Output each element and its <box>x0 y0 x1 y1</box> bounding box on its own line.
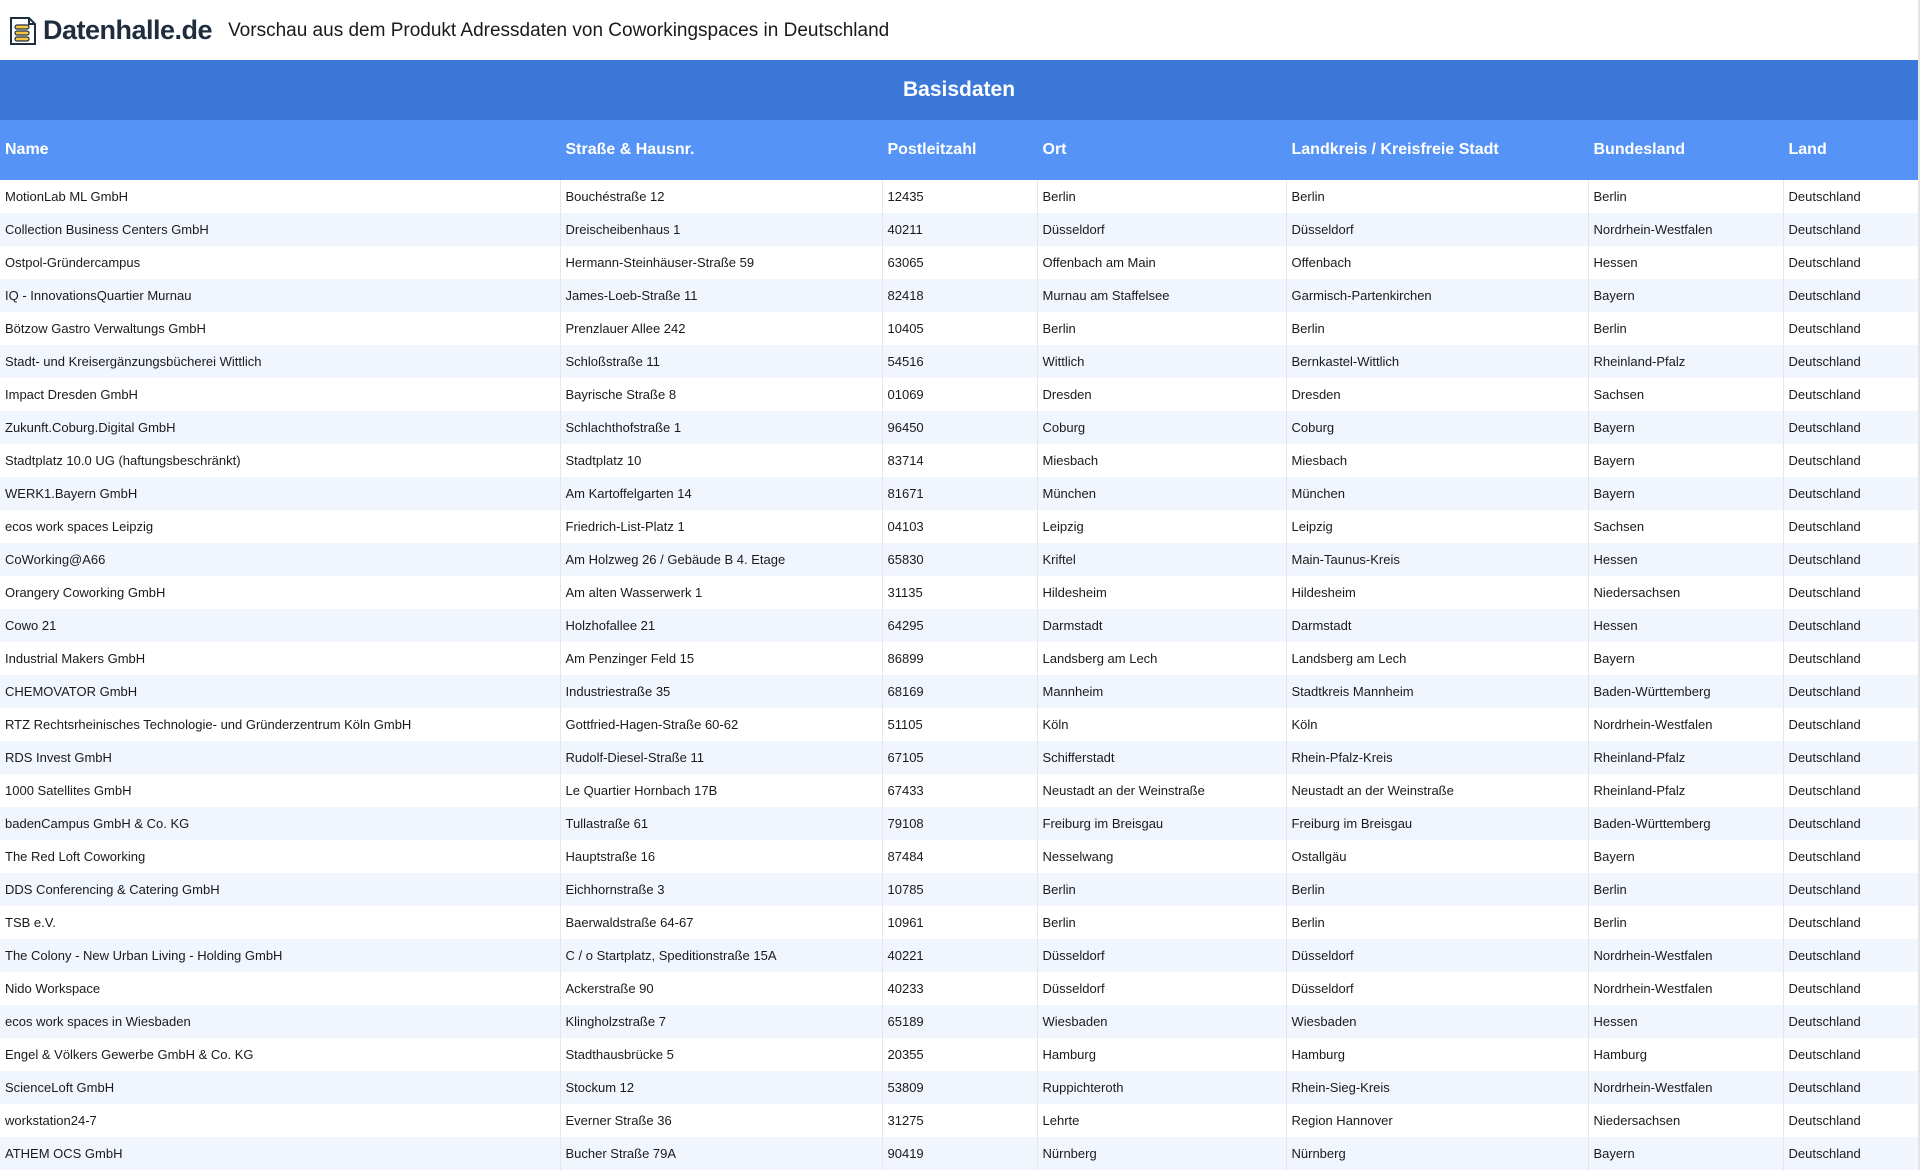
column-header-name[interactable]: Name <box>0 120 560 180</box>
cell-country: Deutschland <box>1783 510 1918 543</box>
top-bar <box>0 0 1920 60</box>
cell-postal-code: 63065 <box>882 246 1037 279</box>
table-row <box>0 279 1918 312</box>
cell-postal-code: 67105 <box>882 741 1037 774</box>
cell-district: Düsseldorf <box>1286 972 1588 1005</box>
column-header-street[interactable]: Straße & Hausnr. <box>560 120 882 180</box>
group-header-row <box>0 60 1918 120</box>
cell-city: München <box>1037 477 1286 510</box>
cell-district: Hildesheim <box>1286 576 1588 609</box>
cell-city: Wiesbaden <box>1037 1005 1286 1038</box>
cell-country: Deutschland <box>1783 807 1918 840</box>
cell-state: Niedersachsen <box>1588 576 1783 609</box>
cell-country: Deutschland <box>1783 873 1918 906</box>
table-row <box>0 741 1918 774</box>
cell-street: Holzhofallee 21 <box>560 609 882 642</box>
cell-name: WERK1.Bayern GmbH <box>0 477 560 510</box>
cell-city: Nesselwang <box>1037 840 1286 873</box>
cell-name: CoWorking@A66 <box>0 543 560 576</box>
cell-street: Baerwaldstraße 64-67 <box>560 906 882 939</box>
cell-city: Coburg <box>1037 411 1286 444</box>
cell-name: Nido Workspace <box>0 972 560 1005</box>
cell-postal-code: 04103 <box>882 510 1037 543</box>
cell-postal-code: 65830 <box>882 543 1037 576</box>
table-row <box>0 444 1918 477</box>
cell-district: Berlin <box>1286 180 1588 213</box>
cell-district: Darmstadt <box>1286 609 1588 642</box>
cell-name: IQ - InnovationsQuartier Murnau <box>0 279 560 312</box>
page-title: Vorschau aus dem Produkt Adressdaten von Coworkingspaces in Deutschland <box>228 20 890 41</box>
cell-district: Köln <box>1286 708 1588 741</box>
cell-postal-code: 64295 <box>882 609 1037 642</box>
cell-street: Dreischeibenhaus 1 <box>560 213 882 246</box>
cell-postal-code: 79108 <box>882 807 1037 840</box>
cell-state: Hessen <box>1588 609 1783 642</box>
cell-city: Offenbach am Main <box>1037 246 1286 279</box>
cell-state: Nordrhein-Westfalen <box>1588 972 1783 1005</box>
cell-street: Stadtplatz 10 <box>560 444 882 477</box>
cell-city: Dresden <box>1037 378 1286 411</box>
cell-street: Bayrische Straße 8 <box>560 378 882 411</box>
cell-district: Rhein-Pfalz-Kreis <box>1286 741 1588 774</box>
cell-state: Bayern <box>1588 1137 1783 1170</box>
cell-country: Deutschland <box>1783 246 1918 279</box>
cell-postal-code: 86899 <box>882 642 1037 675</box>
cell-street: Tullastraße 61 <box>560 807 882 840</box>
cell-street: Industriestraße 35 <box>560 675 882 708</box>
cell-postal-code: 01069 <box>882 378 1037 411</box>
cell-name: RDS Invest GmbH <box>0 741 560 774</box>
cell-country: Deutschland <box>1783 708 1918 741</box>
cell-district: Leipzig <box>1286 510 1588 543</box>
cell-street: Le Quartier Hornbach 17B <box>560 774 882 807</box>
cell-postal-code: 54516 <box>882 345 1037 378</box>
cell-country: Deutschland <box>1783 378 1918 411</box>
cell-postal-code: 10961 <box>882 906 1037 939</box>
cell-district: Garmisch-Partenkirchen <box>1286 279 1588 312</box>
table-body <box>0 180 1918 1170</box>
cell-district: Coburg <box>1286 411 1588 444</box>
cell-district: Miesbach <box>1286 444 1588 477</box>
cell-postal-code: 90419 <box>882 1137 1037 1170</box>
cell-city: Berlin <box>1037 180 1286 213</box>
database-stack-icon <box>5 13 39 47</box>
cell-district: Dresden <box>1286 378 1588 411</box>
table-row <box>0 1137 1918 1170</box>
cell-state: Hamburg <box>1588 1038 1783 1071</box>
cell-state: Sachsen <box>1588 510 1783 543</box>
cell-city: Hildesheim <box>1037 576 1286 609</box>
cell-state: Rheinland-Pfalz <box>1588 345 1783 378</box>
cell-city: Düsseldorf <box>1037 213 1286 246</box>
table-row <box>0 345 1918 378</box>
cell-name: TSB e.V. <box>0 906 560 939</box>
cell-city: Lehrte <box>1037 1104 1286 1137</box>
cell-state: Bayern <box>1588 477 1783 510</box>
cell-state: Nordrhein-Westfalen <box>1588 939 1783 972</box>
cell-district: Berlin <box>1286 873 1588 906</box>
cell-city: Düsseldorf <box>1037 939 1286 972</box>
cell-postal-code: 68169 <box>882 675 1037 708</box>
cell-street: Prenzlauer Allee 242 <box>560 312 882 345</box>
cell-postal-code: 10785 <box>882 873 1037 906</box>
cell-country: Deutschland <box>1783 642 1918 675</box>
cell-postal-code: 87484 <box>882 840 1037 873</box>
cell-state: Nordrhein-Westfalen <box>1588 708 1783 741</box>
table-row <box>0 708 1918 741</box>
table-row <box>0 972 1918 1005</box>
column-header-state[interactable]: Bundesland <box>1588 120 1783 180</box>
cell-country: Deutschland <box>1783 576 1918 609</box>
cell-name: RTZ Rechtsrheinisches Technologie- und Gründerzentrum Köln GmbH <box>0 708 560 741</box>
cell-name: Orangery Coworking GmbH <box>0 576 560 609</box>
cell-street: Am Holzweg 26 / Gebäude B 4. Etage <box>560 543 882 576</box>
cell-state: Bayern <box>1588 279 1783 312</box>
cell-state: Hessen <box>1588 543 1783 576</box>
cell-district: Wiesbaden <box>1286 1005 1588 1038</box>
cell-postal-code: 51105 <box>882 708 1037 741</box>
cell-postal-code: 96450 <box>882 411 1037 444</box>
cell-district: Offenbach <box>1286 246 1588 279</box>
cell-country: Deutschland <box>1783 840 1918 873</box>
cell-district: Berlin <box>1286 312 1588 345</box>
cell-city: Darmstadt <box>1037 609 1286 642</box>
cell-district: Rhein-Sieg-Kreis <box>1286 1071 1588 1104</box>
cell-city: Mannheim <box>1037 675 1286 708</box>
cell-street: Gottfried-Hagen-Straße 60-62 <box>560 708 882 741</box>
cell-name: Industrial Makers GmbH <box>0 642 560 675</box>
cell-name: ecos work spaces in Wiesbaden <box>0 1005 560 1038</box>
cell-postal-code: 53809 <box>882 1071 1037 1104</box>
table-row <box>0 180 1918 213</box>
cell-street: Ackerstraße 90 <box>560 972 882 1005</box>
cell-country: Deutschland <box>1783 774 1918 807</box>
cell-state: Nordrhein-Westfalen <box>1588 213 1783 246</box>
cell-state: Bayern <box>1588 444 1783 477</box>
cell-postal-code: 12435 <box>882 180 1037 213</box>
cell-state: Baden-Württemberg <box>1588 675 1783 708</box>
table-row <box>0 246 1918 279</box>
table-row <box>0 1071 1918 1104</box>
table-row <box>0 906 1918 939</box>
cell-country: Deutschland <box>1783 345 1918 378</box>
table-row <box>0 576 1918 609</box>
cell-name: The Red Loft Coworking <box>0 840 560 873</box>
cell-state: Hessen <box>1588 246 1783 279</box>
cell-country: Deutschland <box>1783 741 1918 774</box>
cell-city: Freiburg im Breisgau <box>1037 807 1286 840</box>
table-row <box>0 213 1918 246</box>
cell-name: Stadt- und Kreisergänzungsbücherei Wittlich <box>0 345 560 378</box>
group-header-basisdaten: Basisdaten <box>0 60 1918 120</box>
cell-country: Deutschland <box>1783 972 1918 1005</box>
cell-street: Bucher Straße 79A <box>560 1137 882 1170</box>
cell-district: Landsberg am Lech <box>1286 642 1588 675</box>
cell-postal-code: 67433 <box>882 774 1037 807</box>
cell-country: Deutschland <box>1783 477 1918 510</box>
cell-district: Bernkastel-Wittlich <box>1286 345 1588 378</box>
cell-name: The Colony - New Urban Living - Holding GmbH <box>0 939 560 972</box>
cell-city: Landsberg am Lech <box>1037 642 1286 675</box>
cell-city: Neustadt an der Weinstraße <box>1037 774 1286 807</box>
cell-state: Hessen <box>1588 1005 1783 1038</box>
cell-street: Am Kartoffelgarten 14 <box>560 477 882 510</box>
cell-country: Deutschland <box>1783 906 1918 939</box>
cell-name: ecos work spaces Leipzig <box>0 510 560 543</box>
table-scroll-area[interactable] <box>0 60 1918 1170</box>
table-row <box>0 642 1918 675</box>
cell-state: Berlin <box>1588 873 1783 906</box>
cell-postal-code: 65189 <box>882 1005 1037 1038</box>
data-table <box>0 60 1918 1170</box>
table-row <box>0 1104 1918 1137</box>
cell-name: DDS Conferencing & Catering GmbH <box>0 873 560 906</box>
cell-state: Berlin <box>1588 312 1783 345</box>
cell-state: Bayern <box>1588 840 1783 873</box>
cell-district: Main-Taunus-Kreis <box>1286 543 1588 576</box>
cell-city: Kriftel <box>1037 543 1286 576</box>
cell-city: Miesbach <box>1037 444 1286 477</box>
cell-street: James-Loeb-Straße 11 <box>560 279 882 312</box>
cell-postal-code: 83714 <box>882 444 1037 477</box>
table-row <box>0 477 1918 510</box>
table-row <box>0 312 1918 345</box>
cell-city: Hamburg <box>1037 1038 1286 1071</box>
cell-city: Berlin <box>1037 312 1286 345</box>
cell-district: Ostallgäu <box>1286 840 1588 873</box>
cell-name: MotionLab ML GmbH <box>0 180 560 213</box>
cell-country: Deutschland <box>1783 543 1918 576</box>
cell-country: Deutschland <box>1783 1038 1918 1071</box>
cell-name: Stadtplatz 10.0 UG (haftungsbeschränkt) <box>0 444 560 477</box>
cell-street: Rudolf-Diesel-Straße 11 <box>560 741 882 774</box>
logo-text: Datenhalle.de <box>43 14 213 45</box>
column-header-postal-code[interactable]: Postleitzahl <box>882 120 1037 180</box>
cell-district: Düsseldorf <box>1286 939 1588 972</box>
cell-country: Deutschland <box>1783 279 1918 312</box>
cell-name: Collection Business Centers GmbH <box>0 213 560 246</box>
table-row <box>0 939 1918 972</box>
cell-state: Bayern <box>1588 411 1783 444</box>
cell-street: Klingholzstraße 7 <box>560 1005 882 1038</box>
cell-state: Niedersachsen <box>1588 1104 1783 1137</box>
cell-street: Stadthausbrücke 5 <box>560 1038 882 1071</box>
column-header-city[interactable]: Ort <box>1037 120 1286 180</box>
cell-city: Berlin <box>1037 873 1286 906</box>
cell-country: Deutschland <box>1783 1071 1918 1104</box>
cell-name: ATHEM OCS GmbH <box>0 1137 560 1170</box>
cell-country: Deutschland <box>1783 1104 1918 1137</box>
cell-city: Nürnberg <box>1037 1137 1286 1170</box>
cell-name: ScienceLoft GmbH <box>0 1071 560 1104</box>
cell-country: Deutschland <box>1783 939 1918 972</box>
cell-street: C / o Startplatz, Speditionstraße 15A <box>560 939 882 972</box>
table-row <box>0 609 1918 642</box>
cell-country: Deutschland <box>1783 1137 1918 1170</box>
cell-street: Bouchéstraße 12 <box>560 180 882 213</box>
cell-state: Rheinland-Pfalz <box>1588 774 1783 807</box>
logo-link[interactable] <box>5 0 212 60</box>
cell-postal-code: 40221 <box>882 939 1037 972</box>
cell-street: Am Penzinger Feld 15 <box>560 642 882 675</box>
cell-district: Hamburg <box>1286 1038 1588 1071</box>
table-row <box>0 543 1918 576</box>
cell-city: Ruppichteroth <box>1037 1071 1286 1104</box>
cell-district: München <box>1286 477 1588 510</box>
column-header-country[interactable]: Land <box>1783 120 1918 180</box>
cell-state: Nordrhein-Westfalen <box>1588 1071 1783 1104</box>
cell-state: Bayern <box>1588 642 1783 675</box>
cell-street: Hauptstraße 16 <box>560 840 882 873</box>
cell-district: Düsseldorf <box>1286 213 1588 246</box>
cell-city: Leipzig <box>1037 510 1286 543</box>
cell-state: Berlin <box>1588 906 1783 939</box>
cell-city: Köln <box>1037 708 1286 741</box>
cell-street: Schlachthofstraße 1 <box>560 411 882 444</box>
cell-state: Berlin <box>1588 180 1783 213</box>
cell-state: Baden-Württemberg <box>1588 807 1783 840</box>
cell-name: badenCampus GmbH & Co. KG <box>0 807 560 840</box>
cell-street: Stockum 12 <box>560 1071 882 1104</box>
cell-postal-code: 82418 <box>882 279 1037 312</box>
cell-country: Deutschland <box>1783 180 1918 213</box>
table-row <box>0 510 1918 543</box>
table-row <box>0 411 1918 444</box>
cell-city: Berlin <box>1037 906 1286 939</box>
cell-name: Zukunft.Coburg.Digital GmbH <box>0 411 560 444</box>
cell-country: Deutschland <box>1783 444 1918 477</box>
cell-name: Impact Dresden GmbH <box>0 378 560 411</box>
cell-postal-code: 40233 <box>882 972 1037 1005</box>
table-row <box>0 378 1918 411</box>
cell-district: Nürnberg <box>1286 1137 1588 1170</box>
cell-country: Deutschland <box>1783 675 1918 708</box>
cell-city: Wittlich <box>1037 345 1286 378</box>
table-row <box>0 807 1918 840</box>
cell-district: Berlin <box>1286 906 1588 939</box>
table-row <box>0 840 1918 873</box>
cell-street: Friedrich-List-Platz 1 <box>560 510 882 543</box>
cell-district: Neustadt an der Weinstraße <box>1286 774 1588 807</box>
cell-postal-code: 20355 <box>882 1038 1037 1071</box>
cell-district: Stadtkreis Mannheim <box>1286 675 1588 708</box>
cell-country: Deutschland <box>1783 609 1918 642</box>
cell-city: Düsseldorf <box>1037 972 1286 1005</box>
table-row <box>0 873 1918 906</box>
cell-country: Deutschland <box>1783 411 1918 444</box>
cell-name: Ostpol-Gründercampus <box>0 246 560 279</box>
cell-district: Region Hannover <box>1286 1104 1588 1137</box>
cell-postal-code: 81671 <box>882 477 1037 510</box>
cell-name: Bötzow Gastro Verwaltungs GmbH <box>0 312 560 345</box>
cell-street: Am alten Wasserwerk 1 <box>560 576 882 609</box>
cell-postal-code: 31275 <box>882 1104 1037 1137</box>
cell-street: Everner Straße 36 <box>560 1104 882 1137</box>
column-header-district[interactable]: Landkreis / Kreisfreie Stadt <box>1286 120 1588 180</box>
cell-country: Deutschland <box>1783 312 1918 345</box>
cell-street: Hermann-Steinhäuser-Straße 59 <box>560 246 882 279</box>
cell-district: Freiburg im Breisgau <box>1286 807 1588 840</box>
cell-name: workstation24-7 <box>0 1104 560 1137</box>
table-row <box>0 1038 1918 1071</box>
cell-postal-code: 31135 <box>882 576 1037 609</box>
cell-country: Deutschland <box>1783 213 1918 246</box>
cell-street: Eichhornstraße 3 <box>560 873 882 906</box>
table-row <box>0 1005 1918 1038</box>
cell-state: Sachsen <box>1588 378 1783 411</box>
cell-street: Schloßstraße 11 <box>560 345 882 378</box>
table-row <box>0 774 1918 807</box>
cell-name: CHEMOVATOR GmbH <box>0 675 560 708</box>
cell-city: Murnau am Staffelsee <box>1037 279 1286 312</box>
cell-postal-code: 40211 <box>882 213 1037 246</box>
cell-name: 1000 Satellites GmbH <box>0 774 560 807</box>
cell-postal-code: 10405 <box>882 312 1037 345</box>
cell-name: Cowo 21 <box>0 609 560 642</box>
cell-city: Schifferstadt <box>1037 741 1286 774</box>
column-header-row <box>0 120 1918 180</box>
cell-name: Engel & Völkers Gewerbe GmbH & Co. KG <box>0 1038 560 1071</box>
cell-country: Deutschland <box>1783 1005 1918 1038</box>
table-row <box>0 675 1918 708</box>
cell-state: Rheinland-Pfalz <box>1588 741 1783 774</box>
